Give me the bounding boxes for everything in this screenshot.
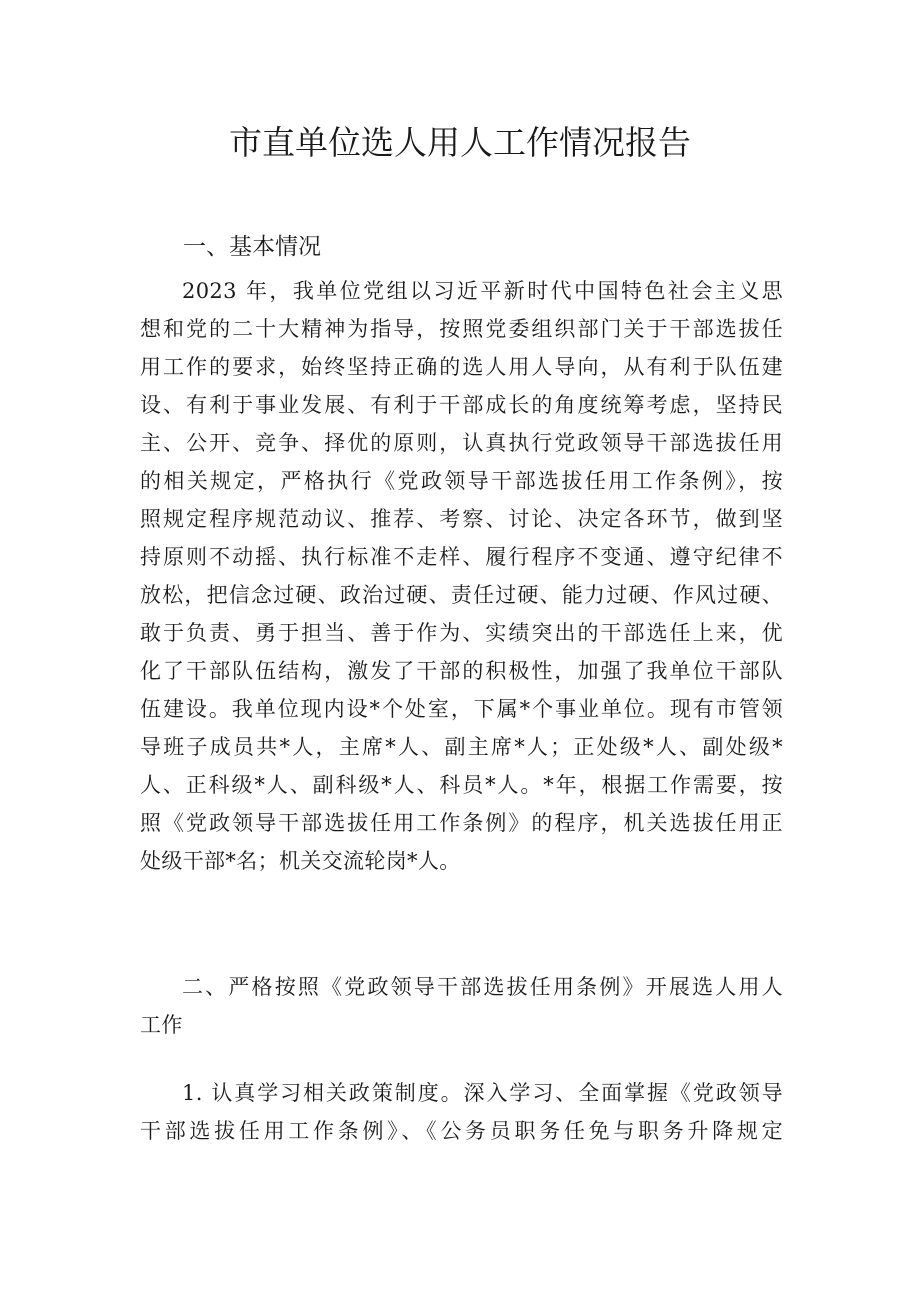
paragraph-line: 1. 认真学习相关政策制度。深入学习、全面掌握《党政领导 <box>182 1081 783 1105</box>
paragraph-basic-situation <box>140 272 783 880</box>
heading-line: 工作 <box>140 1013 183 1037</box>
heading-line: 二、严格按照《党政领导干部选拔任用条例》开展选人用人 <box>182 975 783 999</box>
paragraph-line: 照《党政领导干部选拔任用工作条例》的程序，机关选拔任用正 <box>140 811 783 835</box>
paragraph-line: 主、公开、竞争、择优的原则，认真执行党政领导干部选拔任用 <box>140 431 783 455</box>
paragraph-item-1 <box>140 1074 783 1150</box>
paragraph-line: 干部选拔任用工作条例》、《公务员职务任免与职务升降规定 <box>140 1119 783 1143</box>
paragraph-line: 敢于负责、勇于担当、善于作为、实绩突出的干部选任上来，优 <box>140 621 783 645</box>
paragraph-line: 放松，把信念过硬、政治过硬、责任过硬、能力过硬、作风过硬、 <box>140 583 783 607</box>
section-heading-basic-situation: 一、基本情况 <box>183 234 321 260</box>
paragraph-line: 用工作的要求，始终坚持正确的选人用人导向，从有利于队伍建 <box>140 355 783 379</box>
document-title: 市直单位选人用人工作情况报告 <box>229 123 691 162</box>
paragraph-line: 持原则不动摇、执行标准不走样、履行程序不变通、遵守纪律不 <box>140 545 783 569</box>
paragraph-line: 照规定程序规范动议、推荐、考察、讨论、决定各环节，做到坚 <box>140 507 783 531</box>
paragraph-line: 2023 年，我单位党组以习近平新时代中国特色社会主义思 <box>182 279 783 303</box>
paragraph-line: 伍建设。我单位现内设*个处室，下属*个事业单位。现有市管领 <box>140 697 783 721</box>
paragraph-line: 想和党的二十大精神为指导，按照党委组织部门关于干部选拔任 <box>140 317 783 341</box>
paragraph-line: 导班子成员共*人，主席*人、副主席*人；正处级*人、副处级* <box>140 735 783 759</box>
paragraph-line: 人、正科级*人、副科级*人、科员*人。*年，根据工作需要，按 <box>140 773 783 797</box>
paragraph-line: 化了干部队伍结构，激发了干部的积极性，加强了我单位干部队 <box>140 659 783 683</box>
paragraph-line: 的相关规定，严格执行《党政领导干部选拔任用工作条例》，按 <box>140 469 783 493</box>
paragraph-line: 处级干部*名；机关交流轮岗*人。 <box>140 849 461 873</box>
section-heading-selection-work <box>140 968 783 1044</box>
paragraph-line: 设、有利于事业发展、有利于干部成长的角度统筹考虑，坚持民 <box>140 393 783 417</box>
